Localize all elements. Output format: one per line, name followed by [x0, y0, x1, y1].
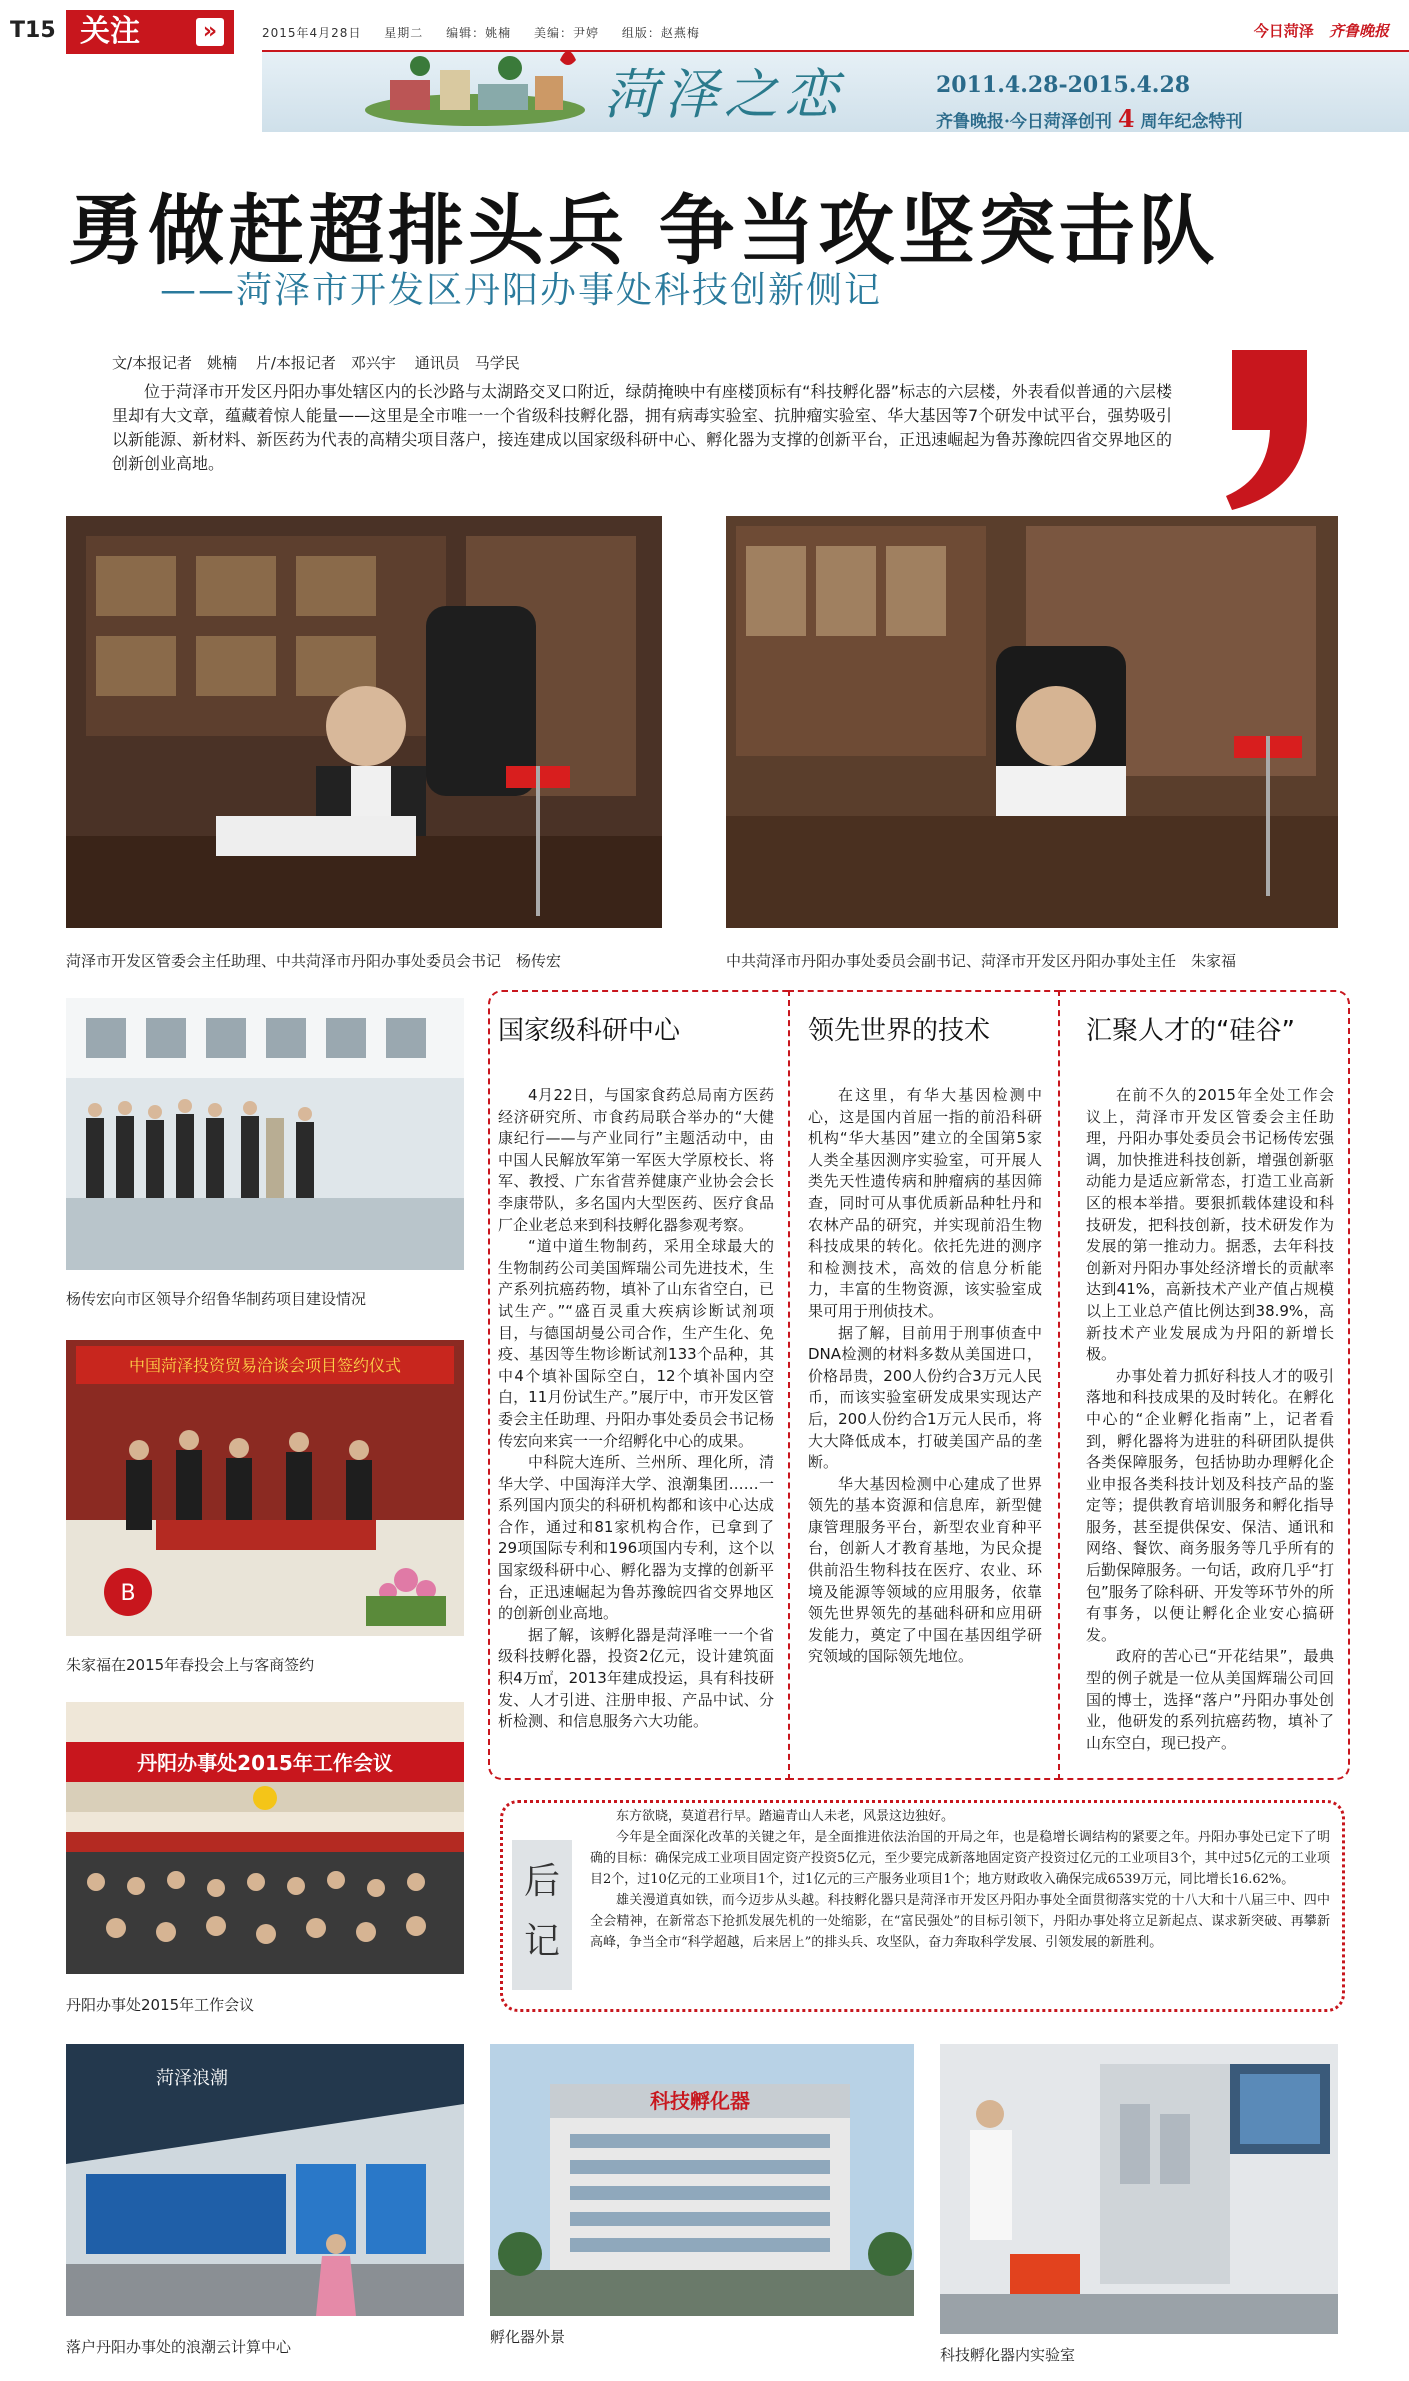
anniversary-prefix: 齐鲁晚报·今日菏泽创刊 [936, 112, 1112, 132]
issue-meta [262, 24, 718, 41]
afterword-paragraph: 雄关漫道真如铁，而今迈步从头越。科技孵化器只是菏泽市开发区丹阳办事处全面贯彻落实党的十八大和十八届三中、四中全会精神，在新常态下抢抓发展先机的一处缩影，在“富民强处”的目标引领下，丹阳办事处将立足新起点、谋求新突破、再攀新高峰，争当全市“科学超越，后来居上”的排头兵、攻坚队，奋力奔取科学发展、引领发展的新胜利。 [590, 1893, 1330, 1950]
column-1-body [498, 1085, 774, 1733]
photo-incubator-lab [940, 2044, 1338, 2334]
factory-tour-illustration [66, 998, 464, 1270]
lead-paragraph: 位于菏泽市开发区丹阳办事处辖区内的长沙路与太湖路交叉口附近，绿荫掩映中有座楼顶标有“科技孵化器”标志的六层楼，外表看似普通的六层楼里却有大文章，蕴藏着惊人能量——这里是全市唯一一个省级科技孵化器，拥有病毒实验室、抗肿瘤实验室、华大基因等7个研发中试平台，强势吸引以新能源、新材料、新医药为代表的高精尖项目落户，接连建成以国家级科研中心、孵化器为支撑的创新平台，正迅速崛起为鲁苏豫皖四省交界地区的创新创业高地。 [112, 382, 1172, 473]
column-2-paragraph: 在这里，有华大基因检测中心，这是国内首屈一指的前沿科研机构“华大基因”建立的全国第5家人类全基因测序实验室，可开展人类先天性遗传病和肿瘤病的基因筛查，同时可从事优质新品种牡丹和农林产品的研究，并实现前沿生物科技成果的转化。依托先进的测序和检测技术，高效的信息分析能力，丰富的生物资源，该实验室成果可用于刑侦技术。 [808, 1086, 1042, 1320]
meeting-illustration [66, 1702, 464, 1974]
incubator-building-illustration [490, 2044, 914, 2316]
section-label [66, 10, 234, 54]
section-label-text: 关注 [80, 14, 140, 49]
column-3-paragraph: 在前不久的2015年全处工作会议上，菏泽市开发区管委会主任助理，丹阳办事处委员会书记杨传宏强调，加快推进科技创新，增强创新驱动能力是适应新常态，打造工业高新区的根本举措。要狠抓载体建设和科技研发，把科技创新，技术研发作为发展的第一推动力。据悉，去年科技创新对丹阳办事处经济增长的贡献率达到41%，高新技术产业产值占规模以上工业总产值比例达到38.9%，高新技术产业发展成为丹阳的新增长极。 [1086, 1086, 1334, 1364]
town-illustration [360, 40, 590, 128]
photo-inspur-cloud-center [66, 2044, 464, 2316]
signing-banner-text: 中国菏泽投资贸易洽谈会项目签约仪式 [128, 1356, 402, 1375]
cloud-center-illustration [66, 2044, 464, 2316]
column-3-body [1086, 1085, 1334, 1754]
column-1-paragraph: 4月22日，与国家食药总局南方医药经济研究所、市食药局联合举办的“大健康纪行——与产业同行”主题活动中，由中国人民解放军第一军医大学原校长、将军、教授、广东省营养健康产业协会会长李康带队，多名国内大型医药、医疗食品厂企业老总来到科技孵化器参观考察。 [498, 1086, 774, 1234]
inspur-sign-text: 菏泽浪潮 [156, 2068, 228, 2089]
issue-weekday: 星期二 [384, 26, 424, 40]
caption-photo-2: 中共菏泽市丹阳办事处委员会副书记、菏泽市开发区丹阳办事处主任 朱家福 [726, 952, 1237, 970]
layout-editor: 组版：赵燕梅 [621, 26, 700, 40]
caption-photo-5: 丹阳办事处2015年工作会议 [66, 1996, 255, 2014]
column-2-paragraph: 华大基因检测中心建成了世界领先的基本资源和信息库，新型健康管理服务平台，新型农业育种平台，创新人才教育基地，为民众提供前沿生物科技在医疗、农业、环境及能源等领域的应用服务，依靠领先世界领先的基础科研和应用研发能力，奠定了中国在基因组学研究领域的国际领先地位。 [808, 1474, 1042, 1666]
afterword-paragraph: 今年是全面深化改革的关键之年，是全面推进依法治国的开局之年，也是稳增长调结构的紧要之年。丹阳办事处已定下了明确的目标：确保完成工业项目固定资产投资5亿元，至少要完成新落地固定资产投资过亿元的工业项目3个，其中过5亿元的工业项目2个，过10亿元的工业项目1个，过1亿元的三产服务业项目1个；地方财政收入确保完成6539万元，同比增长16.62%。 [590, 1830, 1330, 1887]
paper-logo: 齐鲁晚报 [1328, 22, 1389, 40]
photo-signing-ceremony [66, 1340, 464, 1636]
caption-photo-8: 科技孵化器内实验室 [940, 2346, 1076, 2364]
photo-zhu-jiafu [726, 516, 1338, 928]
column-1-paragraph: 据了解，该孵化器是菏泽唯一一个省级科技孵化器，投资2亿元，设计建筑面积4万㎡，2013年建成投运，具有科技研发、人才引进、注册申报、产品中试、分析检测、和信息服务六大功能。 [498, 1625, 774, 1731]
column-1-paragraph: 中科院大连所、兰州所、理化所，清华大学、中国海洋大学、浪潮集团……一系列国内顶尖的科研机构都和该中心达成合作，通过和81家机构合作，已拿到了29项国际专利和196项国内专利，这个以国家级科研中心、孵化器为支撑的创新平台，正迅速崛起为鲁苏豫皖四省交界地区的创新创业高地。 [498, 1453, 774, 1623]
column-3-paragraph: 办事处着力抓好科技人才的吸引落地和科技成果的及时转化。在孵化中心的“企业孵化指南”上，记者看到，孵化器将为进驻的科研团队提供各类保障服务，包括协助办理孵化企业申报各类科技计划及科技产品的鉴定等；提供教育培训服务和孵化指导服务，甚至提供保安、保洁、通讯和网络、餐饮、商务服务等几乎所有的后勤保障服务。一句话，政府几乎“打包”服务了除科研、开发等环节外的所有事务，以便让孵化企业安心搞研发。 [1086, 1366, 1334, 1644]
anniversary-suffix: 周年纪念特刊 [1140, 112, 1243, 132]
column-3-title: 汇聚人才的“硅谷” [1086, 1016, 1295, 1046]
subheadline: ——菏泽市开发区丹阳办事处科技创新侧记 [160, 270, 883, 311]
editor: 编辑：姚楠 [446, 26, 512, 40]
column-2-title: 领先世界的技术 [808, 1016, 991, 1046]
caption-photo-3: 杨传宏向市区领导介绍鲁华制药项目建设情况 [66, 1290, 367, 1308]
double-chevron-icon: » [196, 18, 224, 46]
caption-photo-4: 朱家福在2015年春投会上与客商签约 [66, 1656, 315, 1674]
byline-correspondent: 通讯员 马学民 [414, 354, 520, 372]
caption-photo-7: 孵化器外景 [490, 2328, 566, 2346]
byline [112, 352, 534, 373]
masthead-label: 今日菏泽 [1253, 22, 1314, 40]
svg-text:B: B [120, 1581, 136, 1606]
afterword-label: 后记 [512, 1840, 572, 1990]
anniversary-number: 4 [1117, 104, 1135, 133]
incubator-sign-text: 科技孵化器 [650, 2089, 750, 2113]
column-world-leading-technology [808, 1010, 1042, 1668]
meeting-banner-text: 丹阳办事处2015年工作会议 [137, 1751, 393, 1775]
afterword-paragraph: 东方欲晓，莫道君行早。踏遍青山人未老，风景这边独好。 [616, 1809, 955, 1824]
quote-mark-icon [1212, 350, 1312, 510]
issue-date: 2015年4月28日 [262, 26, 362, 40]
photo-factory-tour [66, 998, 464, 1270]
column-1-title: 国家级科研中心 [498, 1016, 681, 1046]
paper-masthead [1254, 20, 1389, 41]
anniversary-line [936, 104, 1242, 133]
column-3-paragraph: 政府的苦心已“开花结果”，最典型的例子就是一位从美国辉瑞公司回国的博士，选择“落户”丹阳办事处创业，他研发的系列抗癌药物，填补了山东空白，现已投产。 [1086, 1647, 1334, 1752]
column-talent-silicon-valley [1086, 1010, 1334, 1754]
column-1-paragraph: “道中道生物制药，采用全球最大的生物制药公司美国辉瑞公司先进技术，生产系列抗癌药物，填补了山东省空白，已试生产。”“盛百灵重大疾病诊断试剂项目，与德国胡曼公司合作，生产生化、免疫、基因等生物诊断试剂133个品种，其中4个填补国际空白，12个填补国内空白，11月份试生产。”展厅中，市开发区管委会主任助理、丹阳办事处委员会书记杨传宏向来宾一一介绍孵化中心的成果。 [498, 1237, 774, 1450]
lab-illustration [940, 2044, 1338, 2334]
photo-incubator-exterior [490, 2044, 914, 2316]
art-editor: 美编：尹婷 [533, 26, 599, 40]
column-2-paragraph: 据了解，目前用于刑事侦查中DNA检测的材料多数从美国进口，价格昂贵，200人份约合3万元人民币，而该实验室研发成果实现达产后，200人份约合1万元人民币，将大大降低成本，打破美国产品的垄断。 [808, 1323, 1042, 1472]
byline-writer: 文/本报记者 姚楠 [112, 354, 238, 372]
page-header [0, 0, 1409, 133]
afterword-body [590, 1806, 1330, 1953]
signing-illustration [66, 1340, 464, 1636]
column-2-body [808, 1085, 1042, 1668]
office-scene-illustration [66, 516, 662, 928]
caption-photo-6: 落户丹阳办事处的浪潮云计算中心 [66, 2338, 292, 2356]
special-issue-title: 菏泽之恋 [604, 63, 844, 126]
anniversary-dates: 2011.4.28-2015.4.28 [936, 72, 1191, 98]
photo-work-meeting [66, 1702, 464, 1974]
caption-photo-1: 菏泽市开发区管委会主任助理、中共菏泽市丹阳办事处委员会书记 杨传宏 [66, 952, 562, 970]
column-national-research-center [498, 1010, 774, 1733]
page-number: T15 [10, 18, 56, 43]
office-scene-illustration-2 [726, 516, 1338, 928]
photo-yang-chuanhong [66, 516, 662, 928]
headline: 勇做赶超排头兵 争当攻坚突击队 [68, 186, 1219, 275]
byline-photographer: 片/本报记者 邓兴宇 [255, 354, 396, 372]
